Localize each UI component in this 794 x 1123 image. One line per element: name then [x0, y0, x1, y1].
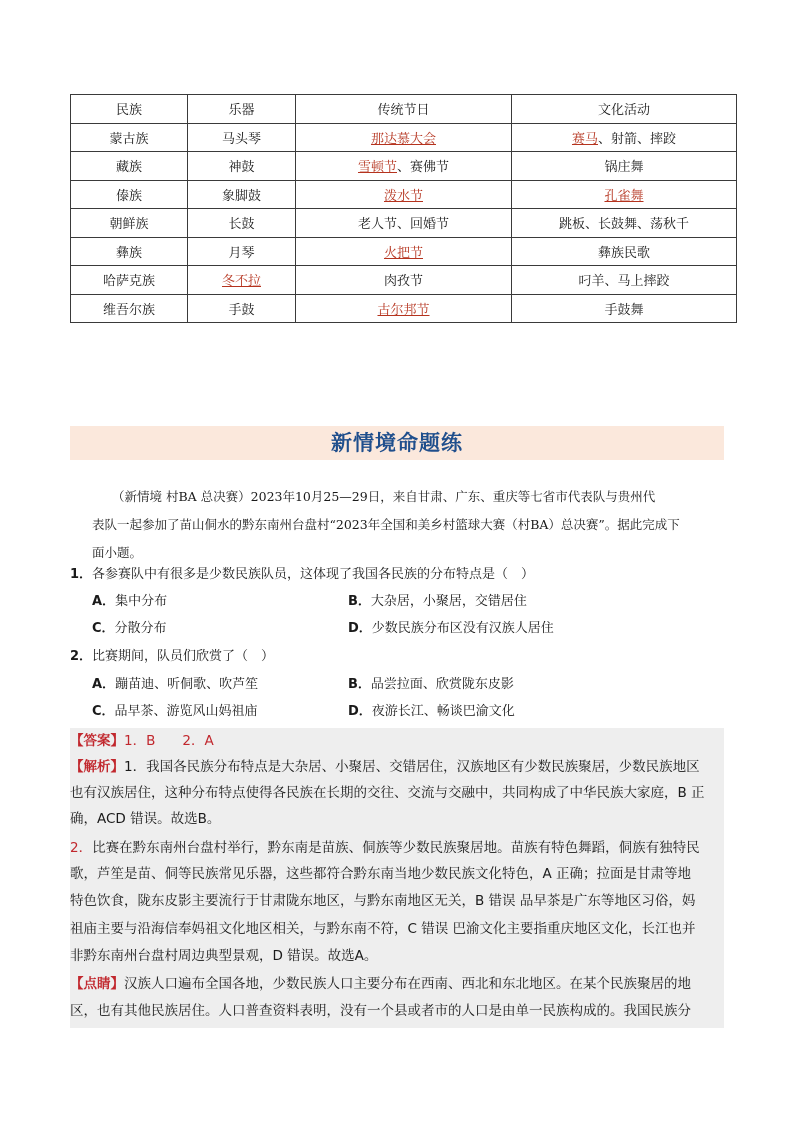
question-1-stem: 1．各参赛队中有很多是少数民族队员，这体现了我国各民族的分布特点是（ ） — [70, 567, 535, 582]
question-2-stem: 2．比赛期间，队员们欣赏了（ ） — [70, 649, 275, 664]
q2-option-b: B．品尝拉面、欣赏陇东皮影 — [348, 677, 514, 692]
cell-instrument: 月琴 — [188, 237, 296, 266]
scenario-intro — [92, 483, 724, 567]
cell-ethnicity: 傣族 — [71, 180, 188, 209]
analysis-line-2: 也有汉族居住，这种分布特点使得各民族在长期的交往、交流与交融中，共同构成了中华民族大家庭，B 正 — [70, 785, 705, 801]
highlighted-term: 那达慕大会 — [370, 131, 436, 147]
table-row — [71, 152, 737, 181]
cell-ethnicity: 维吾尔族 — [71, 294, 188, 323]
cell-ethnicity: 朝鲜族 — [71, 209, 188, 238]
highlighted-term: 冬不拉 — [221, 274, 261, 290]
cell-festival — [296, 237, 512, 266]
header-activity: 文化活动 — [512, 95, 737, 124]
analysis-line-3: 确，ACD 错误。故选B。 — [70, 811, 221, 827]
highlighted-term: 赛马 — [571, 131, 598, 147]
q1-option-a: A．集中分布 — [92, 594, 168, 609]
cell-ethnicity: 彝族 — [71, 237, 188, 266]
point-tag: 【点睛】 — [70, 976, 124, 992]
analysis-line-5: 歌，芦笙是苗、侗等民族常见乐器，这些都符合黔东南当地少数民族文化特色，A 正确；拉面是甘肃等地 — [70, 866, 692, 882]
cell-instrument — [188, 266, 296, 295]
cell-festival: 雪顿节、赛佛节 — [296, 152, 512, 181]
cell-activity — [512, 180, 737, 209]
table-header-row — [71, 95, 737, 124]
header-instrument: 乐器 — [188, 95, 296, 124]
analysis-line-4: 2．比赛在黔东南州台盘村举行，黔东南是苗族、侗族等少数民族聚居地。苗族有特色舞蹈，侗族有独特民 — [70, 840, 700, 856]
q1-option-c: C．分散分布 — [92, 621, 167, 636]
analysis-tag: 【解析】 — [70, 759, 124, 775]
cell-festival: 肉孜节 — [296, 266, 512, 295]
cell-instrument: 长鼓 — [188, 209, 296, 238]
cell-ethnicity: 哈萨克族 — [71, 266, 188, 295]
cell-festival — [296, 294, 512, 323]
intro-line-1: （新情境 村BA 总决赛）2023年10月25—29日，来自甘肃、广东、重庆等七省市代表队与贵州代 — [112, 489, 656, 504]
highlighted-term: 火把节 — [383, 245, 423, 261]
cell-activity: 赛马、射箭、摔跤 — [512, 123, 737, 152]
header-ethnicity: 民族 — [71, 95, 188, 124]
cell-activity: 彝族民歌 — [512, 237, 737, 266]
cell-activity: 锅庄舞 — [512, 152, 737, 181]
point-line-1: 【点睛】汉族人口遍布全国各地，少数民族人口主要分布在西南、西北和东北地区。在某个民族聚居的地 — [70, 976, 691, 992]
q2-option-a: A．蹦苗迪、听侗歌、吹芦笙 — [92, 677, 259, 692]
intro-line-2: 表队一起参加了苗山侗水的黔东南州台盘村“2023年全国和美乡村篮球大赛（村BA）总决赛”。据此完成下 — [92, 517, 680, 532]
ethnic-culture-table — [70, 94, 737, 323]
q2-option-d: D．夜游长江、畅谈巴渝文化 — [348, 704, 515, 719]
cell-ethnicity: 蒙古族 — [71, 123, 188, 152]
analysis-line-8: 非黔东南州台盘村周边典型景观，D 错误。故选A。 — [70, 948, 378, 964]
analysis-line-6: 特色饮食，陇东皮影主要流行于甘肃陇东地区，与黔东南地区无关，B 错误 品早茶是广东等地区习俗，妈 — [70, 893, 696, 909]
highlighted-term: 泼水节 — [383, 188, 423, 204]
q1-option-b: B．大杂居，小聚居，交错居住 — [348, 594, 527, 609]
analysis-line-7: 祖庙主要与沿海信奉妈祖文化地区相关，与黔东南不符，C 错误 巴渝文化主要指重庆地区文化，长江也并 — [70, 921, 696, 937]
cell-activity: 手鼓舞 — [512, 294, 737, 323]
cell-instrument: 马头琴 — [188, 123, 296, 152]
table-row — [71, 209, 737, 238]
cell-festival: 老人节、回婚节 — [296, 209, 512, 238]
table-row — [71, 123, 737, 152]
cell-instrument: 神鼓 — [188, 152, 296, 181]
table-row — [71, 237, 737, 266]
answer-text: 1．B 2．A — [124, 733, 214, 749]
table-row — [71, 294, 737, 323]
analysis-line-1: 【解析】1．我国各民族分布特点是大杂居、小聚居、交错居住，汉族地区有少数民族聚居，少数民族地区 — [70, 759, 700, 775]
section-title: 新情境命题练 — [70, 426, 724, 460]
answer-line — [70, 728, 724, 754]
cell-ethnicity: 藏族 — [71, 152, 188, 181]
cell-activity: 叼羊、马上摔跤 — [512, 266, 737, 295]
cell-festival — [296, 180, 512, 209]
header-festival: 传统节日 — [296, 95, 512, 124]
cell-festival — [296, 123, 512, 152]
cell-activity: 跳板、长鼓舞、荡秋千 — [512, 209, 737, 238]
cell-instrument: 象脚鼓 — [188, 180, 296, 209]
cell-instrument: 手鼓 — [188, 294, 296, 323]
table-row — [71, 180, 737, 209]
table-row — [71, 266, 737, 295]
highlighted-term: 古尔邦节 — [377, 302, 430, 318]
q1-option-d: D．少数民族分布区没有汉族人居住 — [348, 621, 554, 636]
highlighted-term: 雪顿节 — [357, 160, 397, 176]
q2-option-c: C．品早茶、游览风山妈祖庙 — [92, 704, 258, 719]
point-line-2: 区，也有其他民族居住。人口普查资料表明，没有一个县或者市的人口是由单一民族构成的。我国民族分 — [70, 1003, 691, 1019]
answer-tag: 【答案】 — [70, 733, 124, 749]
intro-line-3: 面小题。 — [92, 545, 143, 560]
highlighted-term: 孔雀舞 — [604, 188, 644, 204]
